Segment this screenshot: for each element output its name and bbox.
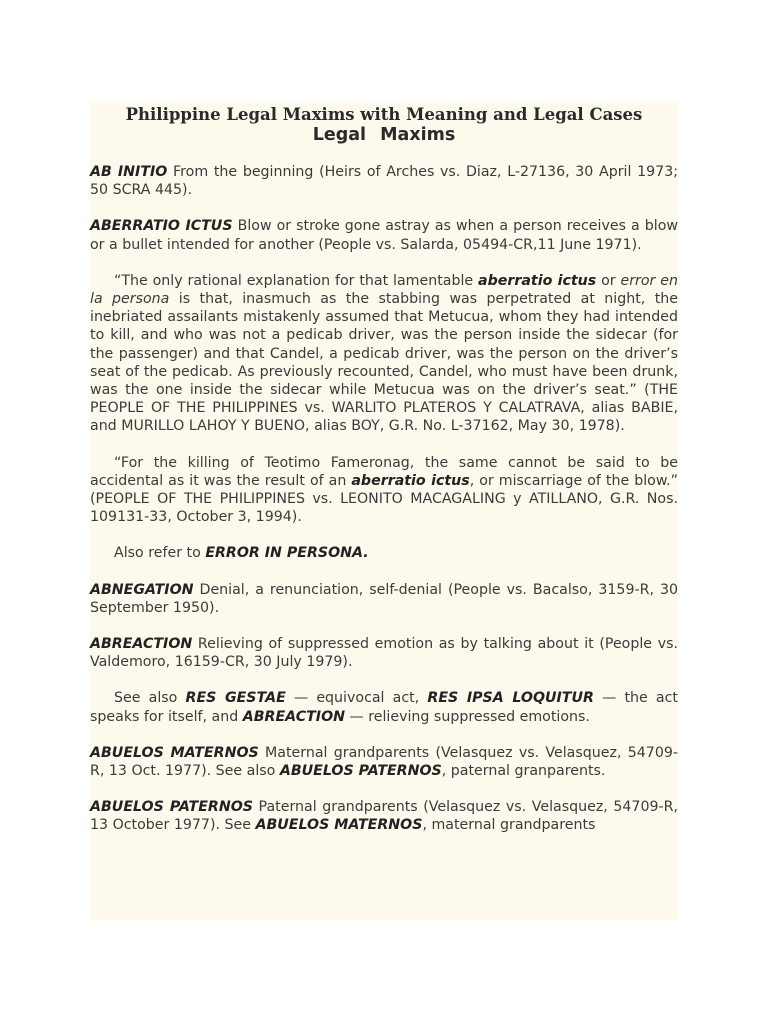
inline-term: aberratio ictus <box>351 472 470 489</box>
inline-term: ERROR IN PERSONA. <box>205 545 369 562</box>
inline-term: ABREACTION <box>242 708 346 725</box>
quote-text: “The only rational explanation for that lamentable <box>114 272 478 289</box>
entry-definition: Blow or stroke gone astray as when a person receives a blow or a bullet intended for another (People vs. Salarda, 05494-CR,11 June 1971). <box>90 218 678 253</box>
inline-term: ABUELOS PATERNOS <box>279 763 442 780</box>
entry-definition: , maternal grandparents <box>422 817 596 834</box>
quote-text: or <box>596 272 621 289</box>
entry-term: ABUELOS PATERNOS <box>90 799 253 816</box>
entry-term: ABNEGATION <box>90 581 194 598</box>
entry-term: ABREACTION <box>90 636 193 653</box>
entry-ab-initio <box>90 163 678 199</box>
note-text: — equivocal act, <box>285 690 428 707</box>
entry-abnegation <box>90 581 678 617</box>
quote-text: “For the killing of Teotimo Fameronag, the same cannot be said to be accidental as it was the result of an <box>90 454 678 489</box>
entry-term: ABUELOS MATERNOS <box>90 744 259 761</box>
entry-definition: Denial, a renunciation, self-denial (People vs. Bacalso, 3159-R, 30 September 1950). <box>90 581 678 616</box>
quote-macagaling <box>90 454 678 527</box>
refer-note <box>90 544 678 562</box>
note-text: See also <box>114 690 186 707</box>
entry-definition: Paternal grandparents (Velasquez vs. Velasquez, 54709-R, 13 October 1977). See <box>90 799 678 834</box>
quote-text: is that, inasmuch as the stabbing was perpetrated at night, the inebriated assailants mistakenly assumed that Metucua, whom they had intended to kill, and who was not a pedicab driver, was the person inside the sidecar (for the passenger) and that Candel, a pedicab driver, was the person on the driver’s seat of the pedicab. As previously recounted, Candel, who must have been drunk, was the one inside the sidecar while Metucua was on the driver’s seat.” (THE PEOPLE OF THE PHILIPPINES vs. WARLITO PLATEROS Y CALATRAVA, alias BABIE, and MURILLO LAHOY Y BUENO, alias BOY, G.R. No. L-37162, May 30, 1978). <box>90 291 678 435</box>
document-page <box>90 103 678 920</box>
note-text: — relieving suppressed emotions. <box>345 708 590 725</box>
entry-abreaction <box>90 635 678 671</box>
entry-aberratio-ictus <box>90 217 678 253</box>
entry-term: AB INITIO <box>90 164 168 180</box>
refer-text: Also refer to <box>114 545 206 562</box>
inline-italic: error en la persona <box>90 272 678 308</box>
entry-definition: Relieving of suppressed emotion as by talking about it (People vs. Valdemoro, 16159-CR, 30 July 1979). <box>90 636 678 671</box>
entry-abuelos-maternos <box>90 744 678 780</box>
inline-term: ABUELOS MATERNOS <box>255 817 423 834</box>
inline-term: aberratio ictus <box>478 272 597 289</box>
entry-abuelos-paternos <box>90 798 678 834</box>
entry-definition: Maternal grandparents (Velasquez vs. Velasquez, 54709-R, 13 Oct. 1977). See also <box>90 744 678 780</box>
quote-text: , or miscarriage of the blow.” (PEOPLE OF THE PHILIPPINES vs. LEONITO MACAGALING y ATILLANO, G.R. Nos. 109131-33, October 3, 1994). <box>90 472 678 526</box>
document-subtitle: Legal Maxims <box>312 125 456 145</box>
entry-definition: From the beginning (Heirs of Arches vs. Diaz, L-27136, 30 April 1973; 50 SCRA 445). <box>90 164 679 199</box>
note-text: — the act speaks for itself, and <box>90 690 678 725</box>
see-also-note <box>90 689 678 725</box>
quote-plateros <box>90 272 678 436</box>
entry-term: ABERRATIO ICTUS <box>90 218 233 235</box>
entry-definition: , paternal granparents. <box>441 763 606 780</box>
inline-term: RES GESTAE <box>185 690 286 707</box>
inline-term: RES IPSA LOQUITUR <box>427 690 594 707</box>
document-title: Philippine Legal Maxims with Meaning and Legal Cases <box>125 105 643 124</box>
